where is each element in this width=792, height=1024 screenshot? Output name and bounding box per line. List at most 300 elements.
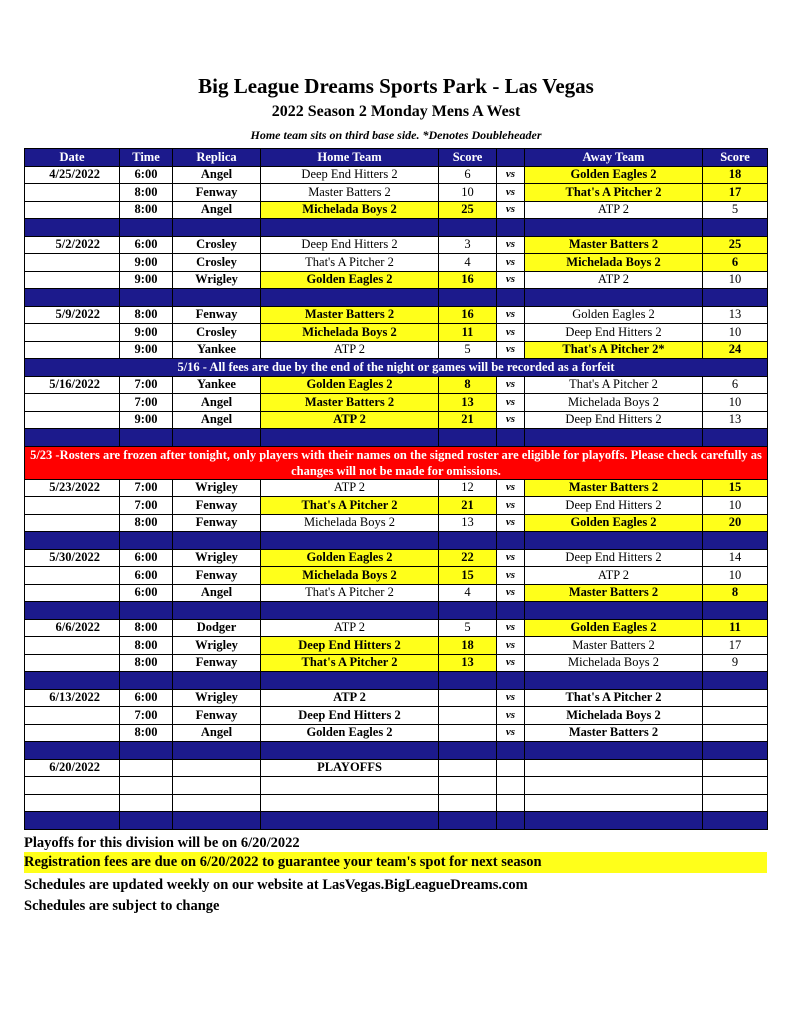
empty-cell (703, 219, 768, 237)
empty-cell (25, 429, 120, 447)
empty-cell (261, 812, 439, 830)
game-field: Yankee (173, 341, 261, 359)
empty-cell (120, 742, 173, 760)
away-score: 9 (703, 654, 768, 672)
footer-registration: Registration fees are due on 6/20/2022 to guarantee your team's spot for next season (24, 852, 767, 873)
empty-row (25, 777, 768, 795)
footer-website: Schedules are updated weekly on our website at LasVegas.BigLeagueDreams.com (24, 877, 528, 893)
game-time: 7:00 (120, 479, 173, 497)
game-time: 7:00 (120, 497, 173, 515)
game-row (25, 724, 768, 742)
home-score: 21 (439, 411, 497, 429)
game-date: 5/9/2022 (25, 306, 120, 324)
game-date (25, 411, 120, 429)
home-team: ATP 2 (261, 341, 439, 359)
away-team: Michelada Boys 2 (525, 654, 703, 672)
game-row (25, 306, 768, 324)
home-team: Deep End Hitters 2 (261, 637, 439, 655)
schedule-body (25, 166, 768, 829)
week-separator (25, 602, 768, 620)
game-row (25, 236, 768, 254)
footer-playoffs: Playoffs for this division will be on 6/20/2022 (24, 835, 300, 851)
home-score: 18 (439, 637, 497, 655)
empty-cell (703, 532, 768, 550)
empty-cell (703, 794, 768, 812)
away-score: 10 (703, 271, 768, 289)
away-score: 24 (703, 341, 768, 359)
game-time: 6:00 (120, 584, 173, 602)
empty-cell (173, 289, 261, 307)
game-date (25, 654, 120, 672)
away-score: 18 (703, 166, 768, 184)
away-team: Master Batters 2 (525, 724, 703, 742)
game-field: Angel (173, 201, 261, 219)
game-row (25, 514, 768, 532)
game-time: 6:00 (120, 166, 173, 184)
game-row (25, 689, 768, 707)
game-row (25, 341, 768, 359)
empty-cell (261, 794, 439, 812)
empty-cell (525, 742, 703, 760)
game-row (25, 166, 768, 184)
game-field: Fenway (173, 654, 261, 672)
home-team: Golden Eagles 2 (261, 271, 439, 289)
game-date (25, 707, 120, 725)
game-time: 8:00 (120, 306, 173, 324)
game-row (25, 376, 768, 394)
away-score: 10 (703, 497, 768, 515)
away-score: 13 (703, 306, 768, 324)
empty-cell (497, 672, 525, 690)
game-date (25, 584, 120, 602)
home-score: 4 (439, 254, 497, 272)
home-team: That's A Pitcher 2 (261, 254, 439, 272)
game-time: 8:00 (120, 184, 173, 202)
empty-cell (25, 532, 120, 550)
vs-label: vs (497, 707, 525, 725)
col-away-team: Away Team (525, 149, 703, 167)
game-date (25, 271, 120, 289)
empty-cell (703, 812, 768, 830)
empty-cell (439, 532, 497, 550)
col-away-score: Score (703, 149, 768, 167)
game-field: Angel (173, 411, 261, 429)
game-field: Angel (173, 584, 261, 602)
home-team: ATP 2 (261, 479, 439, 497)
home-score: 5 (439, 341, 497, 359)
empty-cell (525, 794, 703, 812)
game-time: 7:00 (120, 376, 173, 394)
col-home-score: Score (439, 149, 497, 167)
away-team: That's A Pitcher 2* (525, 341, 703, 359)
home-team: Deep End Hitters 2 (261, 166, 439, 184)
game-date (25, 514, 120, 532)
empty-cell (525, 602, 703, 620)
away-score: 15 (703, 479, 768, 497)
home-score: 15 (439, 567, 497, 585)
game-date: 5/16/2022 (25, 376, 120, 394)
game-row (25, 411, 768, 429)
home-team: That's A Pitcher 2 (261, 584, 439, 602)
away-score: 11 (703, 619, 768, 637)
forfeit-notice-text: 5/16 - All fees are due by the end of the night or games will be recorded as a forfeit (25, 359, 768, 377)
empty-cell (703, 429, 768, 447)
away-score: 5 (703, 201, 768, 219)
away-team: ATP 2 (525, 567, 703, 585)
game-row (25, 324, 768, 342)
page-subtitle: 2022 Season 2 Monday Mens A West (271, 103, 521, 120)
away-score: 10 (703, 394, 768, 412)
vs-label: vs (497, 411, 525, 429)
game-field: Angel (173, 724, 261, 742)
away-team: ATP 2 (525, 201, 703, 219)
empty-cell (120, 532, 173, 550)
game-date: 5/2/2022 (25, 236, 120, 254)
game-date: 6/6/2022 (25, 619, 120, 637)
game-field: Angel (173, 166, 261, 184)
vs-label: vs (497, 341, 525, 359)
empty-cell (703, 777, 768, 795)
empty-cell (120, 759, 173, 777)
empty-cell (525, 672, 703, 690)
empty-cell (261, 777, 439, 795)
away-team: Master Batters 2 (525, 479, 703, 497)
empty-cell (261, 219, 439, 237)
vs-label: vs (497, 201, 525, 219)
empty-cell (497, 777, 525, 795)
empty-cell (173, 794, 261, 812)
home-score: 3 (439, 236, 497, 254)
vs-label: vs (497, 567, 525, 585)
away-score: 10 (703, 567, 768, 585)
week-separator (25, 219, 768, 237)
empty-cell (25, 219, 120, 237)
empty-cell (120, 794, 173, 812)
game-time: 9:00 (120, 341, 173, 359)
away-score: 25 (703, 236, 768, 254)
home-team: ATP 2 (261, 411, 439, 429)
empty-cell (525, 759, 703, 777)
game-field: Crosley (173, 236, 261, 254)
game-row (25, 637, 768, 655)
empty-cell (439, 794, 497, 812)
home-score: 13 (439, 654, 497, 672)
game-row (25, 549, 768, 567)
away-score: 14 (703, 549, 768, 567)
game-date (25, 637, 120, 655)
home-team: Michelada Boys 2 (261, 201, 439, 219)
empty-cell (173, 602, 261, 620)
game-time: 8:00 (120, 724, 173, 742)
empty-cell (497, 532, 525, 550)
empty-cell (439, 672, 497, 690)
home-score: 5 (439, 619, 497, 637)
game-field: Wrigley (173, 549, 261, 567)
home-score: 8 (439, 376, 497, 394)
away-score: 6 (703, 254, 768, 272)
empty-cell (25, 602, 120, 620)
vs-label: vs (497, 254, 525, 272)
game-field: Fenway (173, 707, 261, 725)
home-score: 13 (439, 394, 497, 412)
empty-cell (173, 759, 261, 777)
game-field: Angel (173, 394, 261, 412)
vs-label: vs (497, 619, 525, 637)
game-field: Crosley (173, 254, 261, 272)
game-date (25, 567, 120, 585)
home-team: Master Batters 2 (261, 184, 439, 202)
empty-cell (120, 777, 173, 795)
home-team: ATP 2 (261, 689, 439, 707)
empty-cell (439, 812, 497, 830)
home-score (439, 707, 497, 725)
empty-cell (497, 794, 525, 812)
empty-cell (173, 532, 261, 550)
game-time: 9:00 (120, 271, 173, 289)
away-team: Deep End Hitters 2 (525, 549, 703, 567)
home-team: That's A Pitcher 2 (261, 654, 439, 672)
page-title: Big League Dreams Sports Park - Las Vegas (198, 74, 594, 98)
game-date (25, 184, 120, 202)
vs-label: vs (497, 376, 525, 394)
home-team: Michelada Boys 2 (261, 324, 439, 342)
game-date (25, 201, 120, 219)
away-score: 6 (703, 376, 768, 394)
vs-label: vs (497, 324, 525, 342)
away-team: ATP 2 (525, 271, 703, 289)
vs-label: vs (497, 394, 525, 412)
game-date (25, 341, 120, 359)
game-time: 9:00 (120, 411, 173, 429)
game-time: 6:00 (120, 236, 173, 254)
empty-cell (703, 289, 768, 307)
away-score: 8 (703, 584, 768, 602)
empty-cell (261, 742, 439, 760)
game-time: 9:00 (120, 254, 173, 272)
game-row (25, 184, 768, 202)
roster-alert (25, 446, 768, 479)
away-team: Golden Eagles 2 (525, 514, 703, 532)
home-score: 11 (439, 324, 497, 342)
empty-cell (703, 602, 768, 620)
empty-cell (439, 777, 497, 795)
week-separator (25, 672, 768, 690)
empty-cell (525, 289, 703, 307)
game-date: 5/30/2022 (25, 549, 120, 567)
away-team: That's A Pitcher 2 (525, 689, 703, 707)
empty-cell (120, 289, 173, 307)
empty-cell (25, 289, 120, 307)
empty-cell (439, 429, 497, 447)
vs-label: vs (497, 637, 525, 655)
empty-cell (703, 759, 768, 777)
away-team: Deep End Hitters 2 (525, 497, 703, 515)
away-team: Master Batters 2 (525, 637, 703, 655)
col-time: Time (120, 149, 173, 167)
game-time: 7:00 (120, 394, 173, 412)
empty-cell (261, 429, 439, 447)
vs-label: vs (497, 549, 525, 567)
home-team: Deep End Hitters 2 (261, 236, 439, 254)
empty-cell (703, 672, 768, 690)
empty-cell (120, 812, 173, 830)
vs-label: vs (497, 584, 525, 602)
empty-cell (173, 219, 261, 237)
week-separator (25, 429, 768, 447)
empty-cell (25, 672, 120, 690)
game-field: Wrigley (173, 271, 261, 289)
game-time: 8:00 (120, 514, 173, 532)
game-row (25, 654, 768, 672)
game-time: 8:00 (120, 201, 173, 219)
game-date (25, 324, 120, 342)
away-score: 10 (703, 324, 768, 342)
home-score: 12 (439, 479, 497, 497)
vs-label: vs (497, 184, 525, 202)
away-team: Michelada Boys 2 (525, 707, 703, 725)
col-replica: Replica (173, 149, 261, 167)
away-score (703, 724, 768, 742)
game-field: Fenway (173, 514, 261, 532)
game-field: Dodger (173, 619, 261, 637)
empty-cell (120, 672, 173, 690)
empty-cell (497, 742, 525, 760)
week-separator (25, 812, 768, 830)
home-score (439, 689, 497, 707)
empty-cell (497, 602, 525, 620)
home-team: Master Batters 2 (261, 306, 439, 324)
col-vs (497, 149, 525, 167)
game-date (25, 254, 120, 272)
empty-cell (497, 289, 525, 307)
game-row (25, 584, 768, 602)
empty-cell (439, 742, 497, 760)
game-row (25, 201, 768, 219)
empty-cell (261, 602, 439, 620)
vs-label: vs (497, 689, 525, 707)
home-score: 25 (439, 201, 497, 219)
game-date: 5/23/2022 (25, 479, 120, 497)
game-date (25, 724, 120, 742)
away-team: Michelada Boys 2 (525, 394, 703, 412)
week-separator (25, 289, 768, 307)
empty-cell (25, 742, 120, 760)
empty-cell (261, 672, 439, 690)
home-team: Master Batters 2 (261, 394, 439, 412)
away-team: Michelada Boys 2 (525, 254, 703, 272)
home-team: Deep End Hitters 2 (261, 707, 439, 725)
home-score: 21 (439, 497, 497, 515)
vs-label: vs (497, 654, 525, 672)
empty-cell (525, 532, 703, 550)
game-row (25, 479, 768, 497)
home-score: 22 (439, 549, 497, 567)
empty-cell (120, 602, 173, 620)
away-team: Master Batters 2 (525, 236, 703, 254)
game-row (25, 619, 768, 637)
empty-cell (525, 429, 703, 447)
vs-label: vs (497, 166, 525, 184)
empty-cell (439, 759, 497, 777)
home-team: Michelada Boys 2 (261, 567, 439, 585)
home-score (439, 724, 497, 742)
roster-alert-text: 5/23 -Rosters are frozen after tonight, only players with their names on the signed roster are eligible for playoffs. Please check carefully as changes will not be made for omissions. (25, 446, 768, 479)
game-field: Wrigley (173, 479, 261, 497)
away-team: Deep End Hitters 2 (525, 411, 703, 429)
empty-cell (439, 602, 497, 620)
game-time: 6:00 (120, 567, 173, 585)
game-date: 4/25/2022 (25, 166, 120, 184)
game-time: 6:00 (120, 549, 173, 567)
game-field: Fenway (173, 497, 261, 515)
home-team: Golden Eagles 2 (261, 376, 439, 394)
vs-label: vs (497, 724, 525, 742)
empty-cell (173, 742, 261, 760)
col-home-team: Home Team (261, 149, 439, 167)
week-separator (25, 742, 768, 760)
game-row (25, 394, 768, 412)
game-field: Yankee (173, 376, 261, 394)
away-score (703, 689, 768, 707)
vs-label: vs (497, 306, 525, 324)
away-score: 20 (703, 514, 768, 532)
away-team: That's A Pitcher 2 (525, 376, 703, 394)
empty-cell (439, 219, 497, 237)
game-date: 6/13/2022 (25, 689, 120, 707)
empty-cell (120, 429, 173, 447)
empty-cell (525, 777, 703, 795)
empty-cell (439, 289, 497, 307)
away-team: Golden Eagles 2 (525, 306, 703, 324)
away-team: Master Batters 2 (525, 584, 703, 602)
empty-cell (525, 812, 703, 830)
empty-cell (25, 812, 120, 830)
empty-cell (525, 219, 703, 237)
vs-label: vs (497, 514, 525, 532)
home-team: That's A Pitcher 2 (261, 497, 439, 515)
home-team: ATP 2 (261, 619, 439, 637)
vs-label: vs (497, 236, 525, 254)
away-team: Golden Eagles 2 (525, 166, 703, 184)
home-score: 10 (439, 184, 497, 202)
game-time: 8:00 (120, 637, 173, 655)
away-score: 17 (703, 637, 768, 655)
home-score: 16 (439, 271, 497, 289)
empty-cell (497, 759, 525, 777)
playoffs-label: PLAYOFFS (261, 759, 439, 777)
game-field: Fenway (173, 306, 261, 324)
empty-cell (25, 794, 120, 812)
away-score: 17 (703, 184, 768, 202)
game-time: 6:00 (120, 689, 173, 707)
empty-cell (25, 777, 120, 795)
header-row (25, 149, 768, 167)
away-score (703, 707, 768, 725)
game-field: Fenway (173, 567, 261, 585)
game-time: 7:00 (120, 707, 173, 725)
home-team: Golden Eagles 2 (261, 724, 439, 742)
playoffs-date: 6/20/2022 (25, 759, 120, 777)
footer-disclaimer: Schedules are subject to change (24, 898, 220, 914)
game-row (25, 271, 768, 289)
empty-cell (173, 812, 261, 830)
home-score: 13 (439, 514, 497, 532)
home-team: Michelada Boys 2 (261, 514, 439, 532)
empty-cell (173, 777, 261, 795)
away-team: Golden Eagles 2 (525, 619, 703, 637)
game-row (25, 567, 768, 585)
empty-cell (497, 812, 525, 830)
